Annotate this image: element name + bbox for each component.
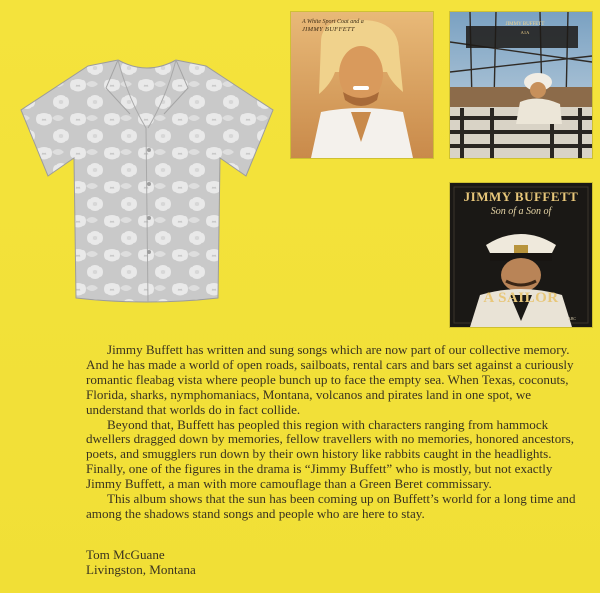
paragraph: Jimmy Buffett has written and sung songs which are now part of our collective memory. And he has made a world of open roads, sailboats, rental cars and bars set against a curiously romantic fleabag vista where people bunch up to face the empty sea. When Texas, coconuts, Florida, sharks, nymphomaniacs, Montana, volcanos and pirates land in one spot, we understand that worlds do in fact collide.: [86, 342, 574, 417]
cover-c-footer: A SAILOR: [483, 290, 559, 306]
cover-c-title: Son of a Son of: [490, 206, 552, 217]
paragraph: This album shows that the sun has been coming up on Buffett’s world for a long time and among the shadows stand songs and people who are here to stay.: [86, 491, 576, 521]
cover-a-artist: JIMMY BUFFETT: [302, 26, 355, 33]
signature-block: [86, 547, 196, 577]
signature-place: Livingston, Montana: [86, 562, 196, 577]
hawaiian-shirt-icon: [18, 58, 276, 306]
liner-notes-text: [86, 343, 586, 522]
cover-b-subtitle: A1A: [520, 30, 530, 35]
album-cover-white-sport-coat: [291, 12, 433, 158]
cover-c-logo: ABC: [567, 316, 577, 321]
cover-b-title: JIMMY BUFFETT: [505, 22, 545, 27]
cover-c-artist: JIMMY BUFFETT: [463, 189, 579, 204]
paragraph: Beyond that, Buffett has peopled this region with characters ranging from hammock dwellers dragged down by memories, fellow travellers with no memories, honored ancestors, poets, and smugglers run down by their own history like rabbits caught in the headlights. Finally, one of the figures in the drama is “Jimmy Buffett” who is mostly, but not exactly Jimmy Buffett, a man with more camouflage than a Green Beret commissary.: [86, 416, 574, 492]
signature-name: Tom McGuane: [86, 547, 165, 562]
cover-a-title: A White Sport Coat and a: [302, 19, 364, 25]
